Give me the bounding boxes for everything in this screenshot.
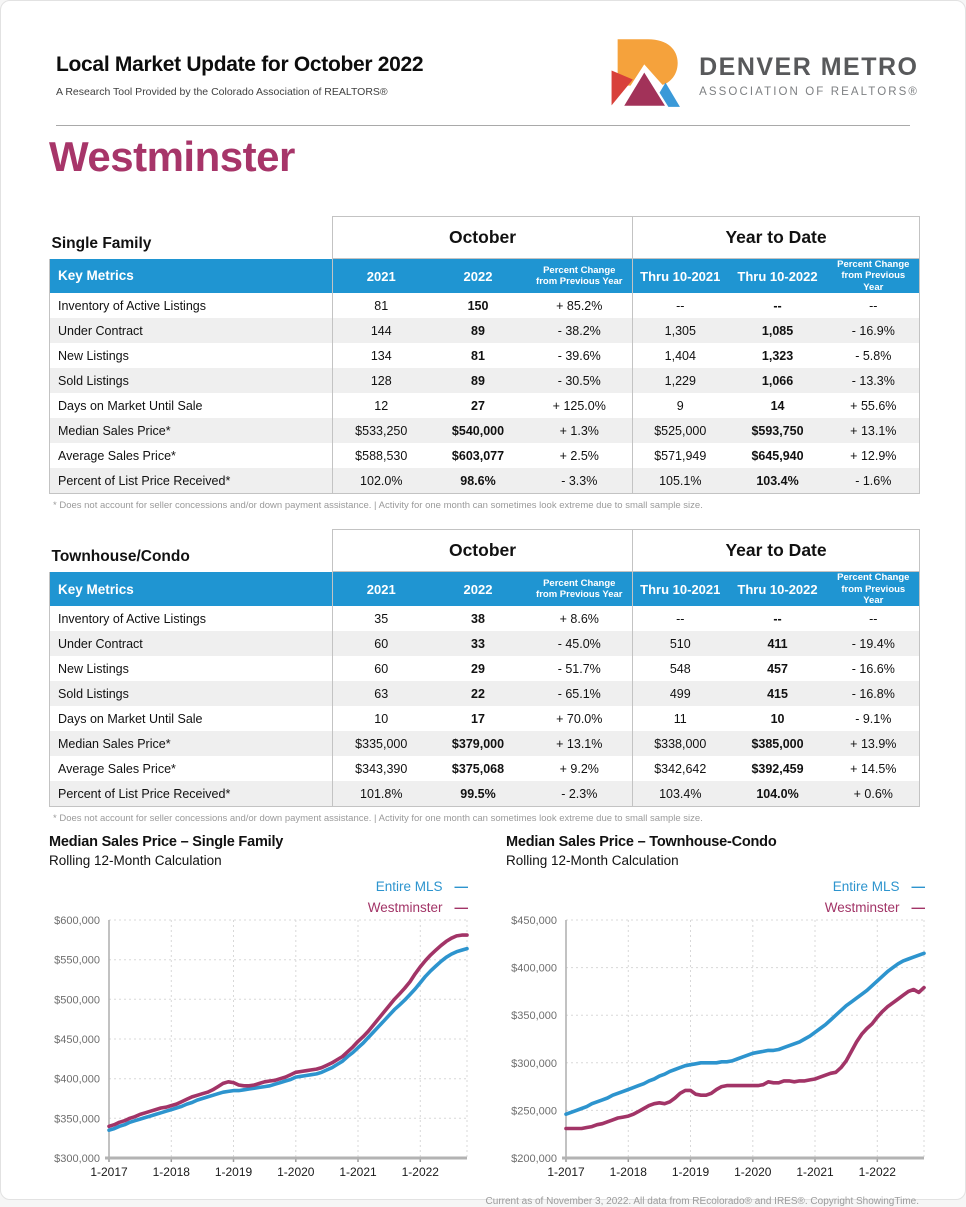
legend-label: Entire MLS [832,879,900,895]
svg-text:$600,000: $600,000 [54,915,100,928]
page-title: Local Market Update for October 2022 [56,53,424,76]
column-header-2022: 2022 [430,572,527,607]
table-row [50,393,920,418]
svg-text:1-2022: 1-2022 [858,1165,896,1180]
metric-label: New Listings [50,343,333,368]
line-chart-canvas [49,912,474,1184]
metric-value: 89 [471,373,485,388]
townhouse-condo-table [49,529,920,807]
chart-title: Median Sales Price – Townhouse-Condo [506,834,777,851]
column-header-thru-2022: Thru 10-2022 [728,259,828,294]
metric-value: 60 [374,661,389,676]
metric-value: - 1.6% [828,468,920,494]
metric-value: 144 [370,323,392,338]
metric-value: - 13.3% [828,368,920,393]
table-footnote: * Does not account for seller concessions and/or down payment assistance. | Activity for one month can sometimes look extreme due to small sample size. [53,813,703,825]
metric-value: 33 [471,636,485,651]
table-row [50,418,920,443]
column-header-row [50,259,920,294]
metric-value: - 38.2% [527,318,633,343]
legend-line-swatch: — [911,900,925,916]
legend-item-entire-mls [368,876,468,897]
metric-value: 499 [669,686,691,701]
metric-value: - 19.4% [828,631,920,656]
chart-legend [825,876,925,918]
metric-label: Sold Listings [50,681,333,706]
metric-value: 17 [471,711,485,726]
metric-value: - 30.5% [527,368,633,393]
legend-line-swatch: — [454,879,468,895]
metric-value: $379,000 [451,736,505,751]
metric-value: 81 [374,298,389,313]
metric-value: 27 [471,398,485,413]
metric-label: Average Sales Price* [50,756,333,781]
metric-value: 103.4% [728,468,828,494]
metric-value: $338,000 [654,736,707,751]
table-row [50,606,920,631]
line-chart-canvas [506,912,931,1184]
legend-line-swatch: — [454,900,468,916]
metric-value: + 13.1% [527,731,633,756]
single-family-table [49,216,920,494]
metric-label: Median Sales Price* [50,731,333,756]
table-row [50,731,920,756]
header-divider [56,125,910,126]
metric-value: 1,323 [761,348,794,363]
table-row [50,343,920,368]
metric-label: Percent of List Price Received* [50,781,333,807]
table-row [50,781,920,807]
chart-subtitle: Rolling 12-Month Calculation [506,853,679,869]
footer-note: Current as of November 3, 2022. All data from REcolorado® and IRES®. Copyright ShowingTime. [485,1196,919,1207]
table-footnote: * Does not account for seller concessions and/or down payment assistance. | Activity for one month can sometimes look extreme due to small sample size. [53,500,703,512]
column-header-key-metrics: Key Metrics [50,572,333,607]
metric-value: -- [676,298,685,313]
svg-text:1-2020: 1-2020 [734,1165,772,1180]
svg-text:$400,000: $400,000 [54,1074,100,1087]
table-group-header-row [50,530,920,572]
metric-value: - 65.1% [527,681,633,706]
metric-value: + 0.6% [828,781,920,807]
metric-value: 35 [374,611,389,626]
metric-value: + 2.5% [527,443,633,468]
metric-value: 411 [767,636,788,651]
svg-text:$300,000: $300,000 [54,1153,100,1166]
legend-line-swatch: — [911,879,925,895]
metric-value: 14 [770,398,785,413]
chart-legend [368,876,468,918]
metric-value: 510 [669,636,691,651]
logo-title: DENVER METRO [699,52,919,81]
metric-value: 12 [374,398,389,413]
table-row [50,631,920,656]
svg-text:1-2022: 1-2022 [401,1165,439,1180]
table-row [50,468,920,494]
metric-value: 98.6% [430,468,527,494]
legend-label: Westminster [367,900,443,916]
metric-value: 102.0% [333,468,430,494]
metric-value: 89 [471,323,485,338]
column-header-pct-change: Percent Change from Previous Year [527,259,633,294]
metric-value: -- [773,298,782,313]
metric-value: $593,750 [751,423,804,438]
column-header-2022: 2022 [430,259,527,294]
metric-value: 10 [374,711,389,726]
column-header-thru-2021: Thru 10-2021 [633,259,728,294]
report-title-block [56,37,423,98]
metric-label: Under Contract [50,631,333,656]
metric-value: 457 [767,661,788,676]
metric-value: - 2.3% [527,781,633,807]
svg-text:1-2019: 1-2019 [671,1165,710,1180]
svg-text:$550,000: $550,000 [54,955,100,968]
metric-value: 29 [471,661,485,676]
metric-label: Average Sales Price* [50,443,333,468]
svg-text:$300,000: $300,000 [511,1058,557,1071]
column-header-thru-2022: Thru 10-2022 [728,572,828,607]
table-row [50,443,920,468]
charts-row [49,834,925,1184]
svg-text:$200,000: $200,000 [511,1153,557,1166]
svg-text:$350,000: $350,000 [54,1113,100,1126]
metric-value: $533,250 [355,423,408,438]
column-header-thru-2021: Thru 10-2021 [633,572,728,607]
metric-value: 1,066 [761,373,794,388]
metric-value: $342,642 [654,761,707,776]
metric-value: $525,000 [654,423,707,438]
table-row [50,293,920,318]
metric-value: - 3.3% [527,468,633,494]
report-header [1,37,965,113]
table-section-title: Townhouse/Condo [50,530,333,572]
metric-value: -- [828,606,920,631]
table-row [50,318,920,343]
townhouse-condo-section [49,529,917,824]
column-header-pct-change-ytd: Percent Change from Previous Year [828,572,920,607]
metric-value: + 125.0% [527,393,633,418]
metric-value: 1,305 [664,323,696,338]
svg-text:1-2017: 1-2017 [90,1165,128,1180]
metric-value: - 16.9% [828,318,920,343]
metric-value: - 39.6% [527,343,633,368]
metric-value: $385,000 [751,736,804,751]
metric-value: 1,404 [664,348,696,363]
table-group-header-row [50,217,920,259]
svg-text:1-2019: 1-2019 [214,1165,253,1180]
ytd-group-header: Year to Date [633,530,920,572]
metric-value: - 16.6% [828,656,920,681]
metric-value: 101.8% [333,781,430,807]
chart-median-price-single-family [49,834,474,1184]
metric-value: 22 [471,686,485,701]
svg-text:1-2018: 1-2018 [609,1165,647,1180]
metric-value: - 5.8% [828,343,920,368]
metric-label: Under Contract [50,318,333,343]
table-row [50,656,920,681]
svg-text:1-2018: 1-2018 [152,1165,190,1180]
column-header-key-metrics: Key Metrics [50,259,333,294]
metric-value: $588,530 [355,448,408,463]
svg-text:$500,000: $500,000 [54,994,100,1007]
column-header-2021: 2021 [333,572,430,607]
legend-item-entire-mls [825,876,925,897]
metric-value: 128 [370,373,392,388]
table-row [50,706,920,731]
region-title: Westminster [49,133,295,180]
chart-subtitle: Rolling 12-Month Calculation [49,853,222,869]
svg-text:$250,000: $250,000 [511,1105,557,1118]
metric-value: - 51.7% [527,656,633,681]
dmar-logo-text [699,53,919,98]
legend-label: Entire MLS [375,879,443,895]
metric-label: Median Sales Price* [50,418,333,443]
metric-label: Sold Listings [50,368,333,393]
legend-label: Westminster [824,900,900,916]
metric-value: $645,940 [751,448,804,463]
metric-value: 63 [374,686,389,701]
metric-label: Days on Market Until Sale [50,706,333,731]
metric-value: - 9.1% [828,706,920,731]
chart-title: Median Sales Price – Single Family [49,834,284,851]
metric-value: 81 [471,348,485,363]
metric-value: 10 [770,711,785,726]
metric-label: Days on Market Until Sale [50,393,333,418]
ytd-group-header: Year to Date [633,217,920,259]
metric-value: 104.0% [728,781,828,807]
metric-value: + 14.5% [828,756,920,781]
column-header-pct-change: Percent Change from Previous Year [527,572,633,607]
month-group-header: October [333,530,633,572]
metric-value: 1,085 [761,323,794,338]
logo-subtitle: ASSOCIATION OF REALTORS® [699,85,919,98]
metric-value: + 1.3% [527,418,633,443]
metric-value: 60 [374,636,389,651]
metric-value: 415 [767,686,788,701]
metric-value: $335,000 [355,736,408,751]
metric-value: $375,068 [451,761,505,776]
table-row [50,756,920,781]
metric-value: + 85.2% [527,293,633,318]
table-row [50,681,920,706]
svg-text:1-2020: 1-2020 [277,1165,315,1180]
page-subtitle: A Research Tool Provided by the Colorado Association of REALTORS® [56,86,388,98]
svg-text:$450,000: $450,000 [54,1034,100,1047]
column-header-pct-change-ytd: Percent Change from Previous Year [828,259,920,294]
svg-text:$450,000: $450,000 [511,915,557,928]
metric-label: Inventory of Active Listings [50,293,333,318]
metric-value: + 55.6% [828,393,920,418]
svg-text:1-2017: 1-2017 [547,1165,585,1180]
month-group-header: October [333,217,633,259]
metric-value: - 45.0% [527,631,633,656]
table-row [50,368,920,393]
metric-value: 1,229 [664,373,696,388]
metric-value: 38 [471,611,485,626]
single-family-section [49,216,917,511]
svg-text:$400,000: $400,000 [511,962,557,975]
dmar-logo [607,37,919,113]
metric-value: - 16.8% [828,681,920,706]
metric-value: 548 [669,661,691,676]
metric-value: + 12.9% [828,443,920,468]
metric-value: + 8.6% [527,606,633,631]
metric-value: + 70.0% [527,706,633,731]
svg-text:1-2021: 1-2021 [796,1165,834,1180]
metric-value: $392,459 [751,761,804,776]
svg-text:$350,000: $350,000 [511,1010,557,1023]
table-section-title: Single Family [50,217,333,259]
metric-value: $571,949 [654,448,707,463]
column-header-2021: 2021 [333,259,430,294]
metric-value: 105.1% [633,468,728,494]
metric-value: $343,390 [355,761,408,776]
metric-label: Inventory of Active Listings [50,606,333,631]
metric-value: -- [773,611,782,626]
svg-text:1-2021: 1-2021 [339,1165,377,1180]
metric-value: $540,000 [451,423,505,438]
metric-value: + 13.9% [828,731,920,756]
legend-item-westminster [368,897,468,918]
legend-item-westminster [825,897,925,918]
metric-value: + 9.2% [527,756,633,781]
chart-median-price-townhouse-condo [506,834,931,1184]
metric-value: + 13.1% [828,418,920,443]
metric-value: 150 [467,298,489,313]
metric-value: -- [828,293,920,318]
metric-value: 9 [676,398,684,413]
column-header-row [50,572,920,607]
metric-value: $603,077 [451,448,505,463]
metric-value: -- [676,611,685,626]
metric-value: 134 [370,348,392,363]
metric-value: 103.4% [633,781,728,807]
dmar-logo-icon [607,37,683,113]
metric-value: 99.5% [430,781,527,807]
metric-label: Percent of List Price Received* [50,468,333,494]
metric-label: New Listings [50,656,333,681]
metric-value: 11 [673,711,687,726]
